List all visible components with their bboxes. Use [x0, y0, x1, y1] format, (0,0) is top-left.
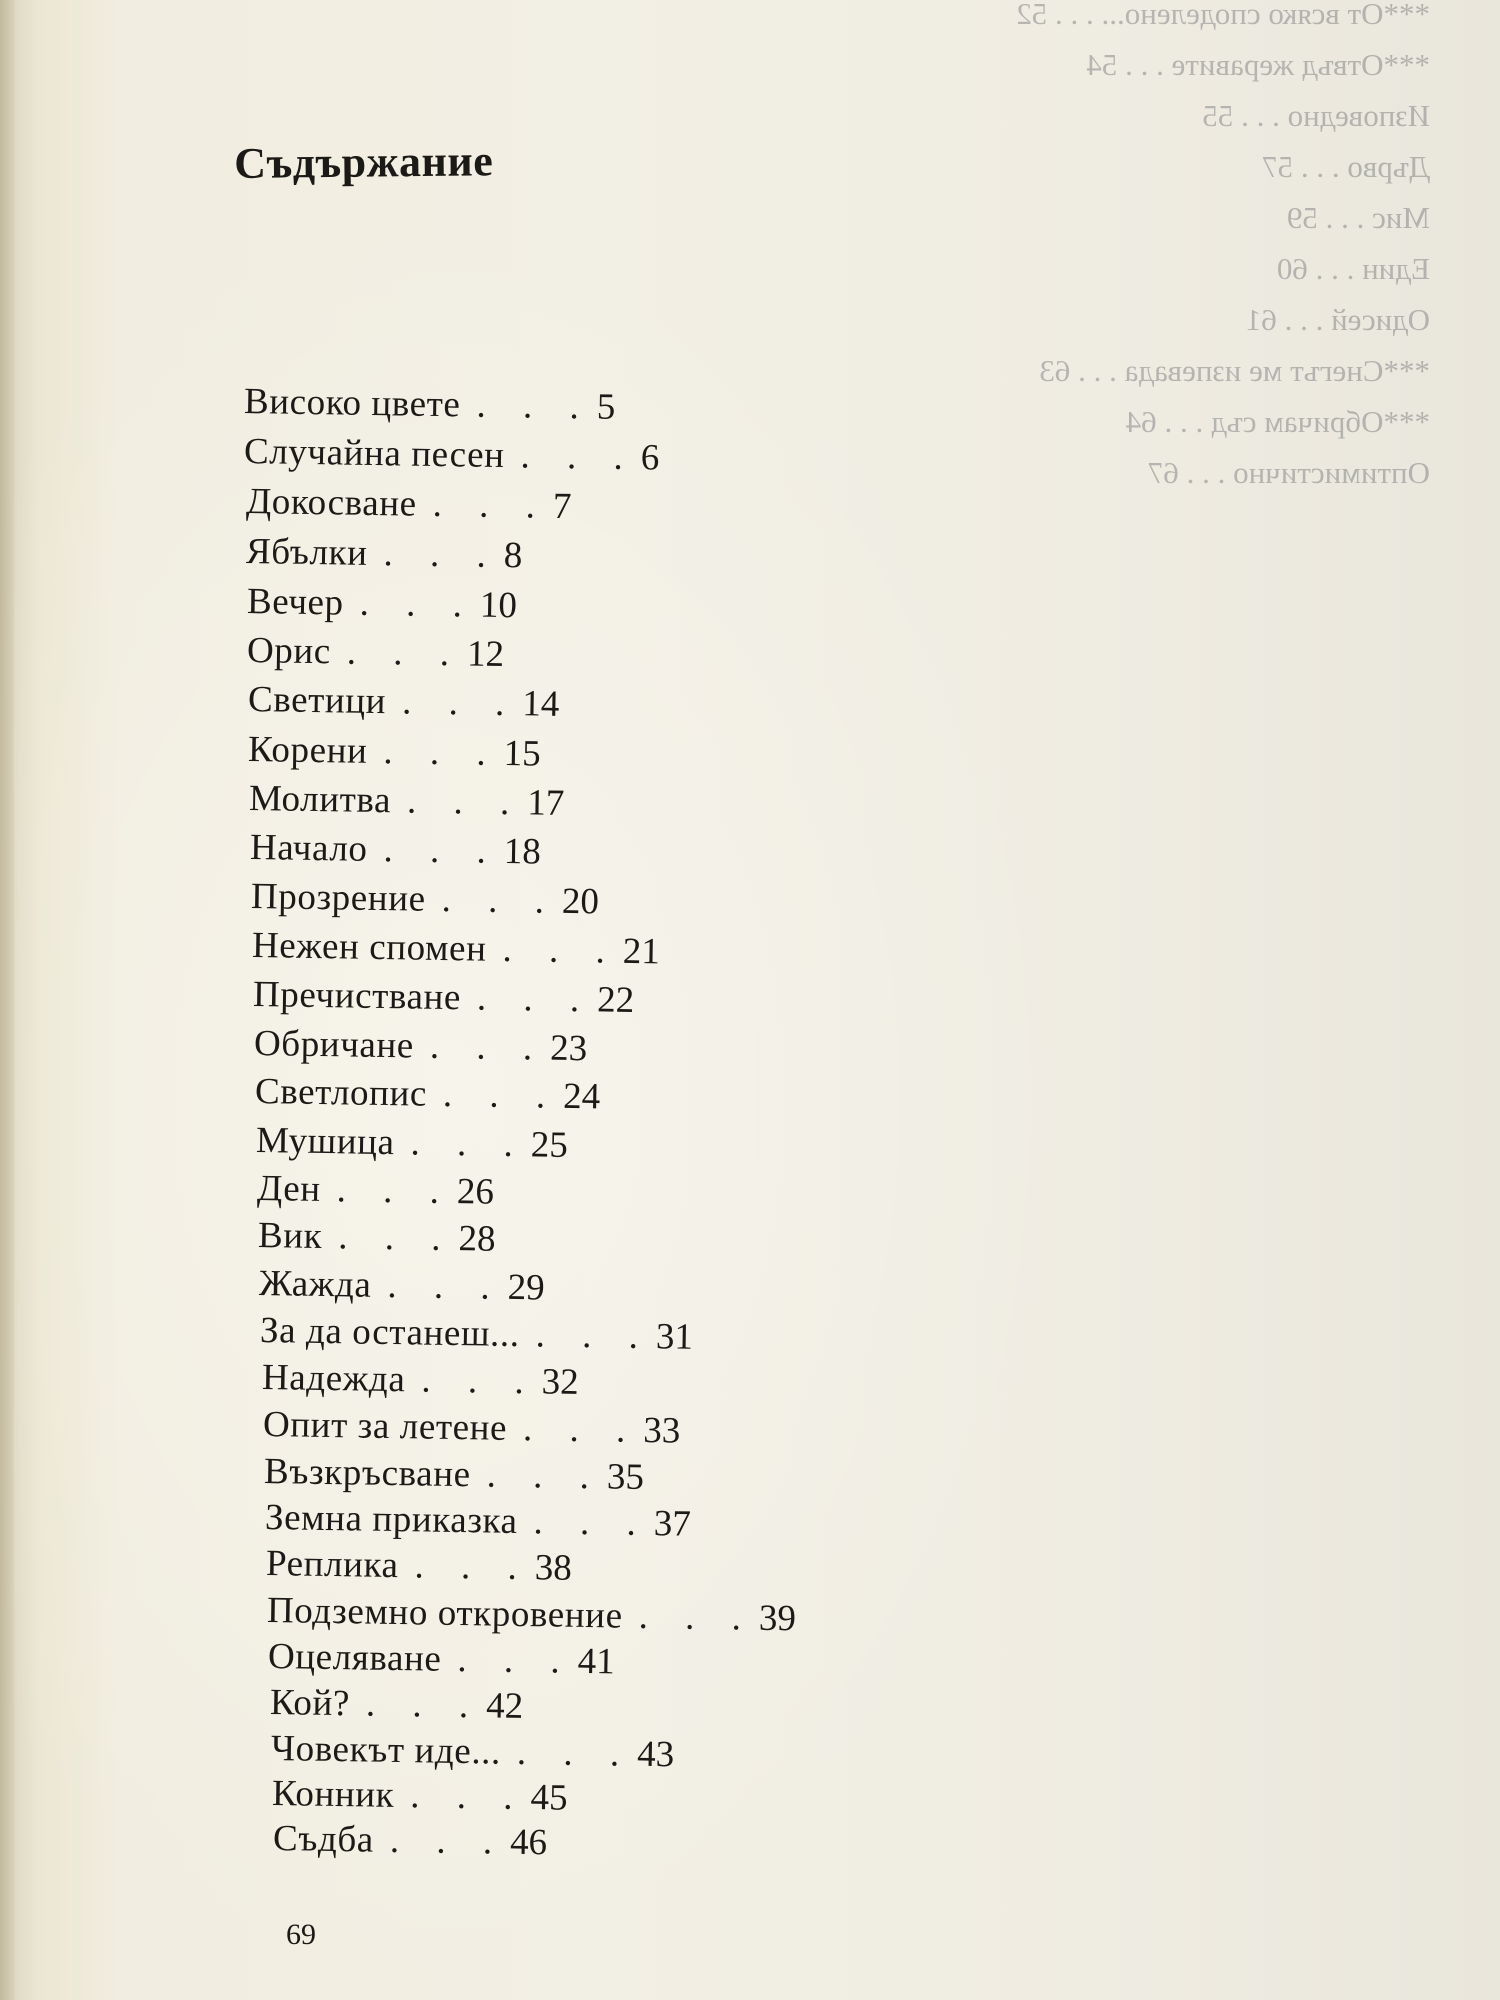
toc-entry-title: Светлопис: [254, 1071, 428, 1115]
toc-entry-page: 45: [530, 1777, 568, 1819]
toc-entry: [247, 631, 505, 675]
toc-entry: [270, 1683, 524, 1727]
toc-entry-title: Молитва: [248, 778, 392, 822]
toc-entry: [256, 1121, 568, 1166]
toc-entry-title: Начало: [249, 827, 368, 870]
toc-entry: [248, 680, 560, 725]
toc-entry-title: Високо цвете: [243, 381, 461, 426]
toc-entry-title: Ябълки: [245, 531, 368, 574]
toc-entry-title: Реплика: [265, 1543, 399, 1587]
toc-entry-title: Оцеляване: [267, 1636, 442, 1680]
toc-entry-leader: . . .: [359, 582, 477, 626]
toc-entry-leader: . . .: [410, 1122, 528, 1166]
toc-entry-title: Подземно откровение: [266, 1590, 623, 1637]
toc-entry: [273, 1819, 548, 1863]
toc-entry: [265, 1498, 691, 1545]
toc-entry-page: 42: [485, 1685, 524, 1727]
toc-entry-leader: . . .: [486, 1454, 604, 1498]
toc-entry: [244, 432, 660, 479]
toc-entry-leader: . . .: [476, 384, 594, 428]
toc-entry-page: 23: [549, 1027, 588, 1070]
toc-entry-page: 29: [507, 1266, 546, 1309]
toc-entry-leader: . . .: [406, 780, 524, 824]
toc-entry: [263, 1405, 681, 1452]
toc-entry-leader: . . .: [401, 681, 519, 725]
toc-entry: [264, 1452, 645, 1498]
toc-entry-leader: . . .: [414, 1545, 532, 1589]
toc-entry-title: Пречистване: [252, 974, 462, 1019]
bleed-toc-entry: Дърво . . . 57: [1262, 149, 1430, 184]
toc-entry: [257, 1169, 495, 1213]
toc-entry-page: 37: [653, 1503, 692, 1545]
toc-entry: [251, 877, 600, 922]
toc-entry-leader: . . .: [533, 1501, 651, 1545]
toc-entry-leader: . . .: [502, 928, 620, 972]
toc-entry-title: Конник: [271, 1773, 395, 1816]
toc-entry-page: 25: [530, 1124, 569, 1166]
bleed-toc-entry: Оптимистично . . . 67: [1147, 455, 1430, 490]
toc-entry-page: 7: [552, 485, 572, 528]
toc-entry: [272, 1774, 568, 1819]
toc-entry-title: Ден: [256, 1168, 322, 1210]
toc-entry: [262, 1358, 579, 1403]
toc-entry-title: Вик: [257, 1215, 323, 1258]
toc-entry-title: Докосване: [245, 481, 418, 525]
toc-entry: [255, 1072, 601, 1117]
toc-entry-page: 10: [479, 584, 518, 627]
bleed-toc-entry: ***Снегът ме изпевада . . . 63: [1039, 353, 1430, 388]
toc-entry-title: Опит за летене: [262, 1404, 508, 1449]
toc-entry-leader: . . .: [383, 533, 501, 576]
toc-entry-title: Съдба: [272, 1818, 375, 1861]
toc-entry-title: Човекът иде...: [270, 1728, 502, 1773]
toc-entry-title: Земна приказка: [264, 1497, 518, 1542]
toc-entry-leader: . . .: [432, 483, 550, 527]
toc-entry-leader: . . .: [442, 1073, 560, 1117]
toc-entry: [246, 532, 523, 576]
toc-entry-leader: . . .: [441, 878, 559, 922]
toc-entry: [271, 1729, 675, 1775]
bleed-toc-entry: Мис . . . 59: [1286, 200, 1430, 235]
toc-entry-leader: . . .: [383, 829, 501, 872]
toc-entry: [267, 1591, 797, 1639]
toc-entry: [254, 1024, 588, 1069]
toc-entry-title: Нежен спомен: [251, 925, 487, 970]
toc-entry-title: Светици: [247, 679, 387, 723]
toc-entry-page: 24: [562, 1075, 601, 1118]
toc-entry: [244, 382, 616, 428]
toc-entry-page: 46: [509, 1821, 548, 1864]
bleed-toc-entry: Един . . . 60: [1276, 251, 1430, 286]
toc-entry-page: 41: [577, 1640, 616, 1683]
toc-entry-page: 28: [458, 1218, 496, 1260]
toc-entry-page: 21: [622, 930, 661, 973]
toc-entry-title: Вечер: [246, 581, 345, 624]
toc-entry-leader: . . .: [421, 1359, 538, 1403]
toc-entry: [252, 926, 660, 972]
toc-entry-page: 5: [596, 386, 616, 428]
toc-entry-title: Обричане: [253, 1023, 415, 1067]
toc-entry-leader: . . .: [520, 435, 638, 479]
toc-entry-title: Орис: [246, 630, 332, 673]
bleed-toc-entry: ***От всяко споделено... . . . 52: [1016, 0, 1430, 31]
toc-entry-page: 22: [596, 979, 635, 1021]
toc-entry-page: 43: [636, 1733, 675, 1776]
page-title: Съдържание: [234, 136, 494, 188]
toc-entry-leader: . . .: [387, 1265, 505, 1308]
toc-entry: [246, 482, 572, 527]
toc-entry-leader: . . .: [429, 1025, 547, 1069]
toc-entry-leader: . . .: [346, 631, 464, 675]
toc-entry-title: За да останеш...: [259, 1310, 520, 1356]
toc-entry-page: 32: [541, 1361, 579, 1403]
toc-entry-page: 20: [561, 880, 600, 923]
bleed-toc-entry: ***Отвъд жеравите . . . 54: [1086, 47, 1430, 82]
toc-entry-title: Корени: [247, 729, 368, 772]
toc-entry-leader: . . .: [389, 1819, 507, 1863]
bleed-toc-entry: ***Обричам съд . . . 64: [1125, 404, 1430, 439]
toc-entry: [260, 1311, 693, 1358]
toc-entry-page: 8: [503, 535, 523, 577]
toc-entry-title: Надежда: [261, 1357, 406, 1401]
toc-entry: [259, 1264, 545, 1308]
toc-entry: [249, 779, 565, 824]
toc-entry-title: Случайна песен: [243, 431, 505, 477]
toc-entry-leader: . . .: [535, 1314, 653, 1358]
toc-entry-page: 31: [655, 1316, 694, 1358]
toc-entry-leader: . . .: [336, 1169, 454, 1213]
toc-entry-page: 33: [643, 1409, 681, 1452]
bleed-toc-entry: Одисей . . . 61: [1245, 302, 1430, 337]
toc-entry: [250, 828, 541, 873]
toc-entry-title: Жажда: [258, 1263, 372, 1306]
toc-entry-page: 38: [534, 1547, 573, 1589]
toc-entry: [266, 1544, 572, 1589]
toc-entry-leader: . . .: [522, 1408, 640, 1451]
toc-entry-title: Прозрение: [250, 876, 426, 920]
bleed-toc-entry: Изповедно . . . 55: [1202, 98, 1430, 133]
toc-entry-leader: . . .: [638, 1595, 756, 1639]
toc-entry: [253, 975, 635, 1021]
toc-entry-leader: . . .: [476, 977, 594, 1021]
toc-entry-page: 14: [522, 683, 560, 725]
toc-entry-leader: . . .: [365, 1683, 483, 1727]
toc-entry-page: 15: [503, 733, 542, 775]
toc-entry: [268, 1637, 615, 1682]
toc-entry-leader: . . .: [457, 1638, 575, 1682]
toc-entry-title: Кой?: [269, 1682, 351, 1725]
toc-entry-leader: . . .: [383, 731, 501, 774]
toc-entry-page: 35: [606, 1456, 645, 1498]
toc-entry: [248, 730, 541, 775]
toc-entry-page: 18: [503, 830, 542, 873]
toc-entry-page: 6: [640, 437, 660, 479]
toc-entry-title: Възкръсване: [263, 1451, 471, 1496]
toc-entry-title: Мушица: [255, 1120, 395, 1164]
toc-entry-leader: . . .: [337, 1216, 455, 1260]
toc-entry-leader: . . .: [409, 1775, 527, 1818]
toc-entry: [247, 582, 518, 626]
toc-entry-page: 26: [456, 1171, 495, 1213]
toc-entry-page: 39: [758, 1597, 797, 1640]
toc-entry-page: 17: [526, 782, 565, 824]
toc-entry: [258, 1216, 496, 1260]
toc-entry-leader: . . .: [516, 1731, 634, 1775]
toc-entry-page: 12: [466, 633, 505, 676]
page-number: 69: [286, 1918, 316, 1951]
